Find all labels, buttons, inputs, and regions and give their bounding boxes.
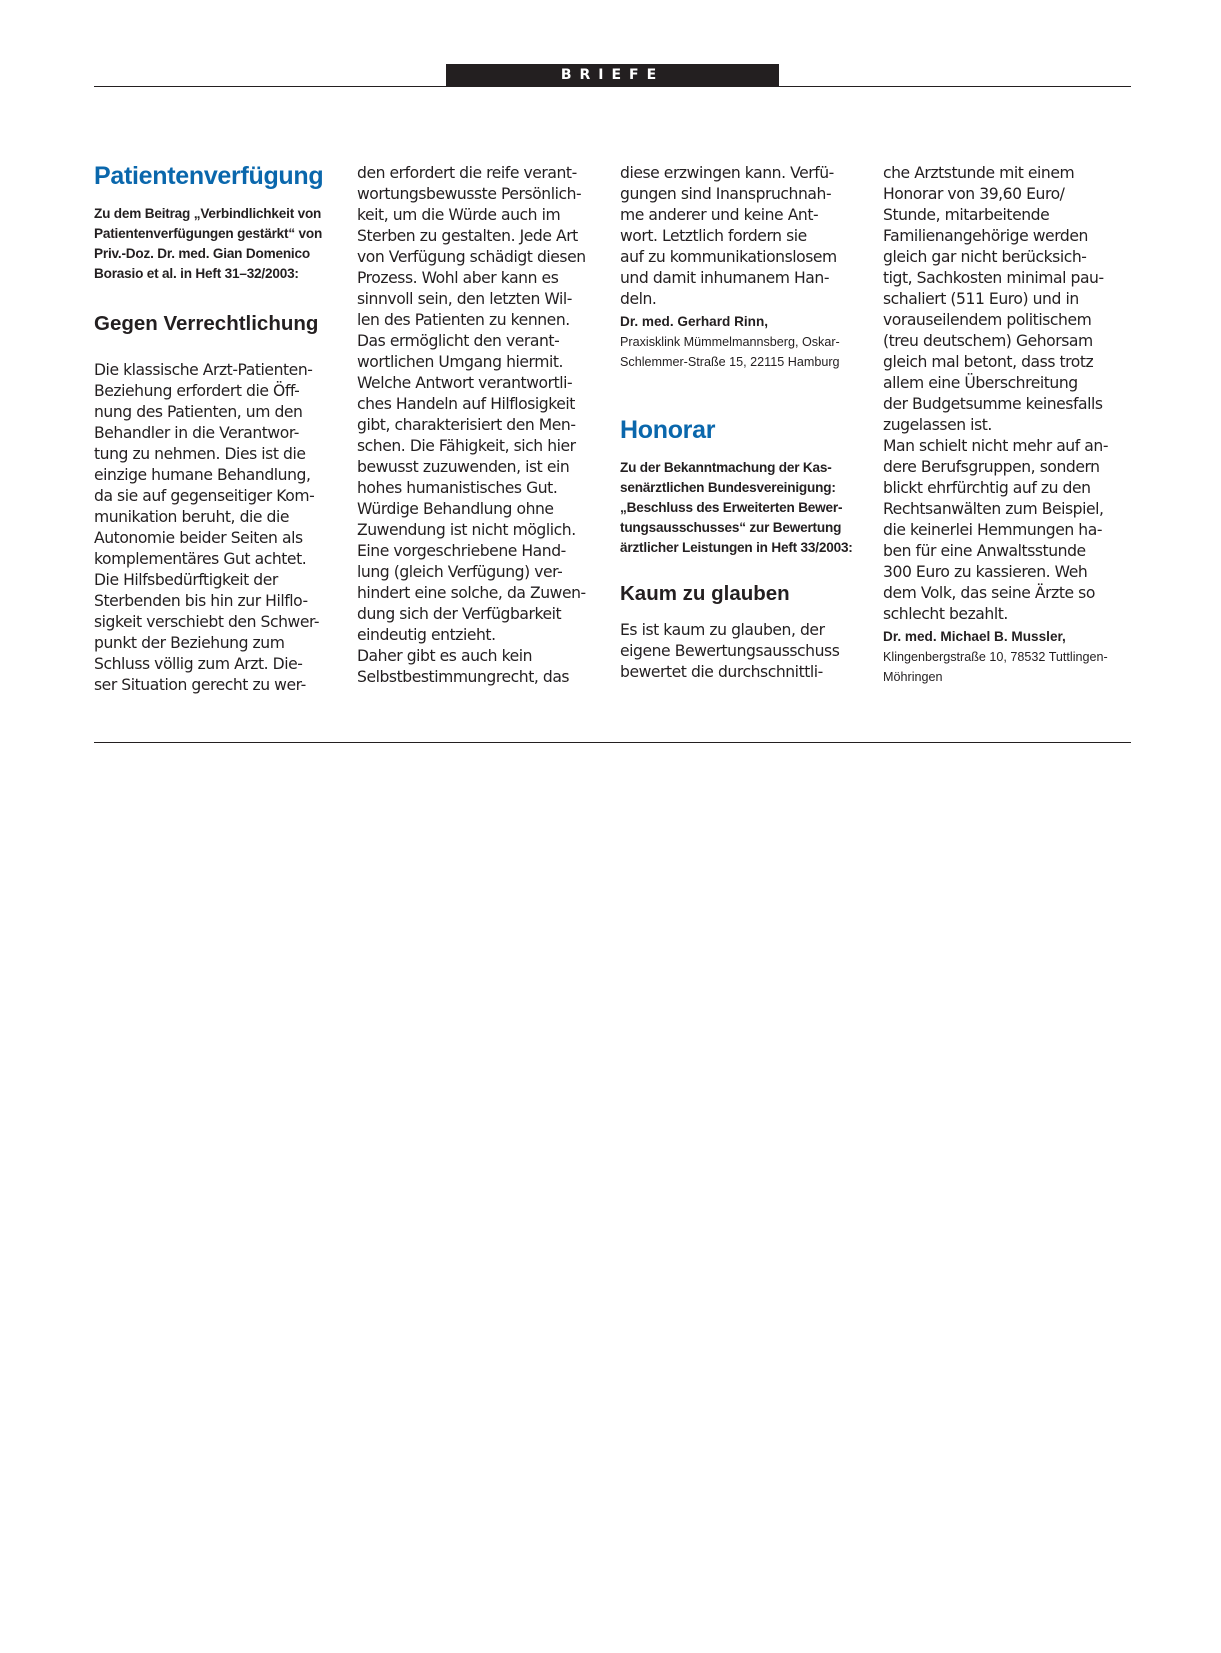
text-line: allem eine Überschreitung bbox=[883, 374, 1078, 392]
text-line: und damit inhumanem Han- bbox=[620, 269, 830, 287]
text-line: punkt der Beziehung zum bbox=[94, 634, 285, 652]
letter-body-part-1 bbox=[620, 620, 872, 683]
column-3 bbox=[620, 163, 872, 683]
text-line: Rechtsanwälten zum Beispiel, bbox=[883, 500, 1104, 518]
text-line: ben für eine Anwaltsstunde bbox=[883, 542, 1086, 560]
text-line: dem Volk, das seine Ärzte so bbox=[883, 584, 1095, 602]
text-line: lung (gleich Verfügung) ver- bbox=[357, 563, 563, 581]
text-line: schlecht bezahlt. bbox=[883, 605, 1008, 623]
text-line: Zuwendung ist nicht möglich. bbox=[357, 521, 576, 539]
text-line: wortungsbewusste Persönlich- bbox=[357, 185, 582, 203]
text-line: Man schielt nicht mehr auf an- bbox=[883, 437, 1108, 455]
text-line: zugelassen ist. bbox=[883, 416, 992, 434]
text-line: Selbstbestimmungrecht, das bbox=[357, 668, 570, 686]
text-line: gungen sind Inanspruchnah- bbox=[620, 185, 832, 203]
letter-author-rinn: Dr. med. Gerhard Rinn, bbox=[620, 314, 769, 329]
text-line: Zu der Bekanntmachung der Kas- bbox=[620, 460, 832, 475]
text-line: bewertet die durchschnittli- bbox=[620, 663, 823, 681]
text-line: komplementäres Gut achtet. bbox=[94, 550, 307, 568]
letter-body-part-2 bbox=[883, 163, 1135, 625]
text-line: munikation beruht, die die bbox=[94, 508, 290, 526]
text-line: Stunde, mitarbeitende bbox=[883, 206, 1050, 224]
text-line: Priv.-Doz. Dr. med. Gian Domenico bbox=[94, 246, 310, 261]
letter-heading-gegen-verrechtlichung: Gegen Verrechtlichung bbox=[94, 312, 319, 335]
text-line: gleich gar nicht berücksich- bbox=[883, 248, 1087, 266]
text-line: Klingenbergstraße 10, 78532 Tuttlingen- bbox=[883, 650, 1108, 664]
text-line: Zu dem Beitrag „Verbindlichkeit von bbox=[94, 206, 322, 221]
text-line: Das ermöglicht den verant- bbox=[357, 332, 560, 350]
letter-heading-kaum-zu-glauben: Kaum zu glauben bbox=[620, 582, 790, 605]
text-line: da sie auf gegenseitiger Kom- bbox=[94, 487, 315, 505]
text-line: eindeutig entzieht. bbox=[357, 626, 496, 644]
text-line: von Verfügung schädigt diesen bbox=[357, 248, 586, 266]
text-line: Autonomie beider Seiten als bbox=[94, 529, 303, 547]
text-line: che Arztstunde mit einem bbox=[883, 164, 1075, 182]
text-line: ches Handeln auf Hilflosigkeit bbox=[357, 395, 575, 413]
text-line: Patientenverfügungen gestärkt“ von bbox=[94, 226, 323, 241]
letter-address-rinn bbox=[620, 332, 872, 372]
column-1 bbox=[94, 160, 346, 696]
text-line: nung des Patienten, um den bbox=[94, 403, 303, 421]
text-line: Möhringen bbox=[883, 670, 943, 684]
text-line: tungsausschusses“ zur Bewertung bbox=[620, 520, 842, 535]
text-line: „Beschluss des Erweiterten Bewer- bbox=[620, 500, 843, 515]
text-line: der Budgetsumme keinesfalls bbox=[883, 395, 1103, 413]
text-line: Beziehung erfordert die Öff- bbox=[94, 382, 300, 400]
text-line: Borasio et al. in Heft 31–32/2003: bbox=[94, 266, 299, 281]
text-line: Es ist kaum zu glauben, der bbox=[620, 621, 825, 639]
text-line: (treu deutschem) Gehorsam bbox=[883, 332, 1093, 350]
text-line: einzige humane Behandlung, bbox=[94, 466, 311, 484]
text-line: tigt, Sachkosten minimal pau- bbox=[883, 269, 1104, 287]
text-line: Eine vorgeschriebene Hand- bbox=[357, 542, 566, 560]
text-line: deln. bbox=[620, 290, 657, 308]
letter-author-mussler: Dr. med. Michael B. Mussler, bbox=[883, 629, 1066, 644]
text-line: Würdige Behandlung ohne bbox=[357, 500, 554, 518]
text-line: Sterben zu gestalten. Jede Art bbox=[357, 227, 578, 245]
text-line: tung zu nehmen. Dies ist die bbox=[94, 445, 306, 463]
text-line: wort. Letztlich fordern sie bbox=[620, 227, 807, 245]
text-line: Praxisklink Mümmelmannsberg, Oskar- bbox=[620, 335, 840, 349]
section-title-patientenverfuegung: Patientenverfügung bbox=[94, 162, 324, 190]
text-line: wortlichen Umgang hiermit. bbox=[357, 353, 564, 371]
letter-body-part-3 bbox=[620, 163, 872, 310]
text-line: sigkeit verschiebt den Schwer- bbox=[94, 613, 320, 631]
section-header-briefe: BRIEFE bbox=[446, 64, 779, 86]
section-intro bbox=[94, 204, 346, 284]
text-line: bewusst zuzuwenden, ist ein bbox=[357, 458, 570, 476]
text-line: Daher gibt es auch kein bbox=[357, 647, 533, 665]
text-line: blickt ehrfürchtig auf zu den bbox=[883, 479, 1091, 497]
letter-body-part-2 bbox=[357, 163, 609, 688]
text-line: me anderer und keine Ant- bbox=[620, 206, 819, 224]
text-line: schen. Die Fähigkeit, sich hier bbox=[357, 437, 576, 455]
text-line: Familienangehörige werden bbox=[883, 227, 1088, 245]
text-line: keit, um die Würde auch im bbox=[357, 206, 561, 224]
section-title-honorar: Honorar bbox=[620, 416, 716, 444]
text-line: senärztlichen Bundesvereinigung: bbox=[620, 480, 836, 495]
column-4 bbox=[883, 163, 1135, 687]
text-line: die keinerlei Hemmungen ha- bbox=[883, 521, 1102, 539]
text-line: Schluss völlig zum Arzt. Die- bbox=[94, 655, 303, 673]
text-line: gleich mal betont, dass trotz bbox=[883, 353, 1094, 371]
top-rule bbox=[94, 86, 1131, 87]
section-intro bbox=[620, 458, 872, 558]
text-line: eigene Bewertungsausschuss bbox=[620, 642, 840, 660]
text-line: 300 Euro zu kassieren. Weh bbox=[883, 563, 1088, 581]
text-line: Sterbenden bis hin zur Hilflo- bbox=[94, 592, 308, 610]
text-line: gibt, charakterisiert den Men- bbox=[357, 416, 576, 434]
text-line: ärztlicher Leistungen in Heft 33/2003: bbox=[620, 540, 853, 555]
text-line: Behandler in die Verantwor- bbox=[94, 424, 299, 442]
text-line: dung sich der Verfügbarkeit bbox=[357, 605, 562, 623]
text-line: Honorar von 39,60 Euro/ bbox=[883, 185, 1065, 203]
text-line: diese erzwingen kann. Verfü- bbox=[620, 164, 834, 182]
text-line: Die Hilfsbedürftigkeit der bbox=[94, 571, 278, 589]
text-line: ser Situation gerecht zu wer- bbox=[94, 676, 306, 694]
text-line: vorauseilendem politischem bbox=[883, 311, 1092, 329]
letter-address-mussler bbox=[883, 647, 1135, 687]
text-line: Welche Antwort verantwortli- bbox=[357, 374, 573, 392]
text-line: hohes humanistisches Gut. bbox=[357, 479, 558, 497]
column-2 bbox=[357, 163, 609, 688]
bottom-rule bbox=[94, 742, 1131, 743]
text-line: schaliert (511 Euro) und in bbox=[883, 290, 1079, 308]
text-line: Prozess. Wohl aber kann es bbox=[357, 269, 559, 287]
letter-body-part-1 bbox=[94, 360, 346, 696]
text-line: len des Patienten zu kennen. bbox=[357, 311, 570, 329]
text-line: den erfordert die reife verant- bbox=[357, 164, 577, 182]
text-line: dere Berufsgruppen, sondern bbox=[883, 458, 1100, 476]
text-line: hindert eine solche, da Zuwen- bbox=[357, 584, 586, 602]
text-line: auf zu kommunikationslosem bbox=[620, 248, 837, 266]
text-line: sinnvoll sein, den letzten Wil- bbox=[357, 290, 572, 308]
text-line: Die klassische Arzt-Patienten- bbox=[94, 361, 313, 379]
text-line: Schlemmer-Straße 15, 22115 Hamburg bbox=[620, 355, 840, 369]
